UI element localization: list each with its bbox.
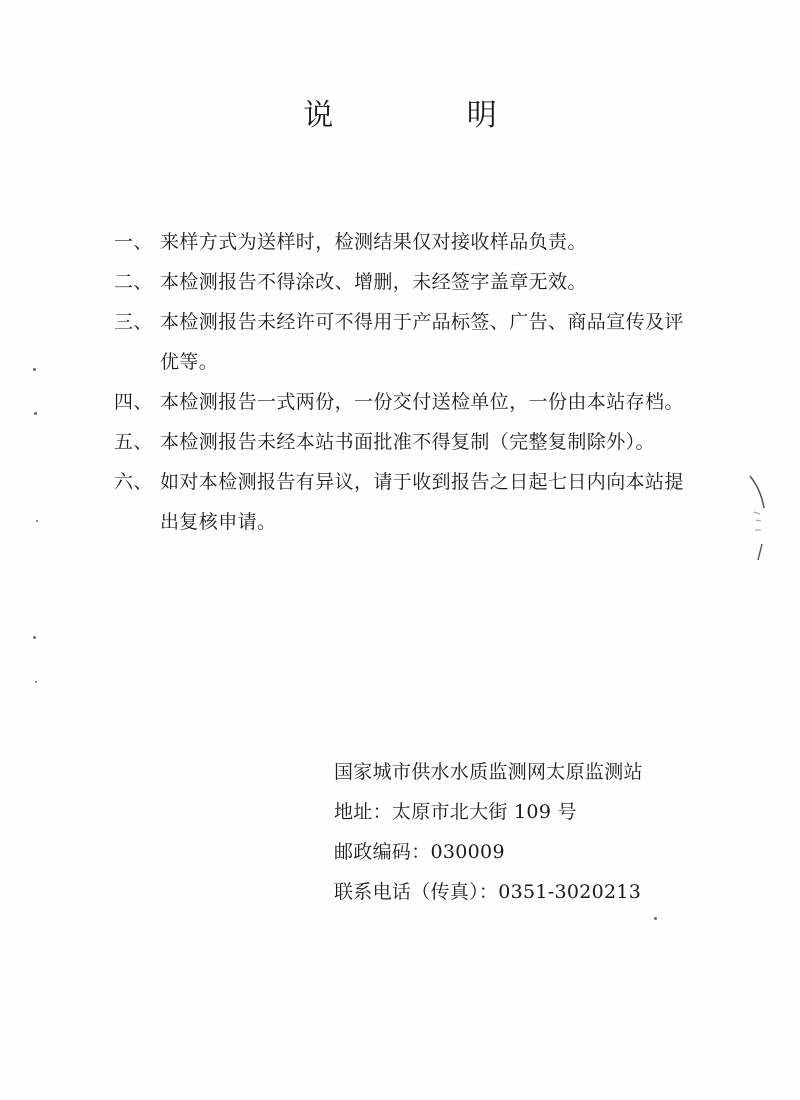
item-text: 来样方式为送样时，检测结果仅对接收样品负责。 bbox=[160, 231, 587, 253]
scan-speck bbox=[33, 368, 36, 371]
organization-name: 国家城市供水水质监测网太原监测站 bbox=[334, 761, 643, 783]
item-number: 五、 bbox=[114, 431, 153, 453]
item-number: 三、 bbox=[114, 311, 153, 333]
list-item bbox=[114, 222, 694, 262]
list-item bbox=[114, 262, 694, 302]
list-item bbox=[114, 382, 694, 422]
scan-speck bbox=[33, 636, 36, 639]
postal-code-line: 邮政编码：030009 bbox=[334, 841, 505, 863]
page-title: 说 明 bbox=[303, 98, 559, 133]
item-text: 本检测报告未经许可不得用于产品标签、广告、商品宣传及评优等。 bbox=[160, 311, 684, 373]
item-text: 本检测报告一式两份，一份交付送检单位，一份由本站存档。 bbox=[160, 391, 684, 413]
scan-speck bbox=[36, 520, 38, 522]
address-line: 地址：太原市北大街 109 号 bbox=[334, 801, 577, 823]
item-number: 六、 bbox=[114, 471, 153, 493]
item-text: 如对本检测报告有异议，请于收到报告之日起七日内向本站提出复核申请。 bbox=[160, 471, 684, 533]
item-number: 一、 bbox=[114, 231, 153, 253]
scan-speck bbox=[654, 917, 657, 920]
item-text: 本检测报告不得涂改、增删，未经签字盖章无效。 bbox=[160, 271, 587, 293]
item-text: 本检测报告未经本站书面批准不得复制（完整复制除外）。 bbox=[160, 431, 655, 453]
list-item bbox=[114, 302, 694, 382]
phone-line: 联系电话（传真）：0351-3020213 bbox=[334, 881, 642, 903]
item-number: 二、 bbox=[114, 271, 153, 293]
list-item bbox=[114, 422, 694, 462]
list-item bbox=[114, 462, 694, 542]
scan-speck bbox=[34, 412, 37, 415]
notes-list bbox=[114, 222, 694, 542]
scan-speck bbox=[35, 681, 37, 683]
contact-block bbox=[334, 752, 714, 912]
edge-stamp-fragment bbox=[748, 474, 774, 564]
item-number: 四、 bbox=[114, 391, 153, 413]
